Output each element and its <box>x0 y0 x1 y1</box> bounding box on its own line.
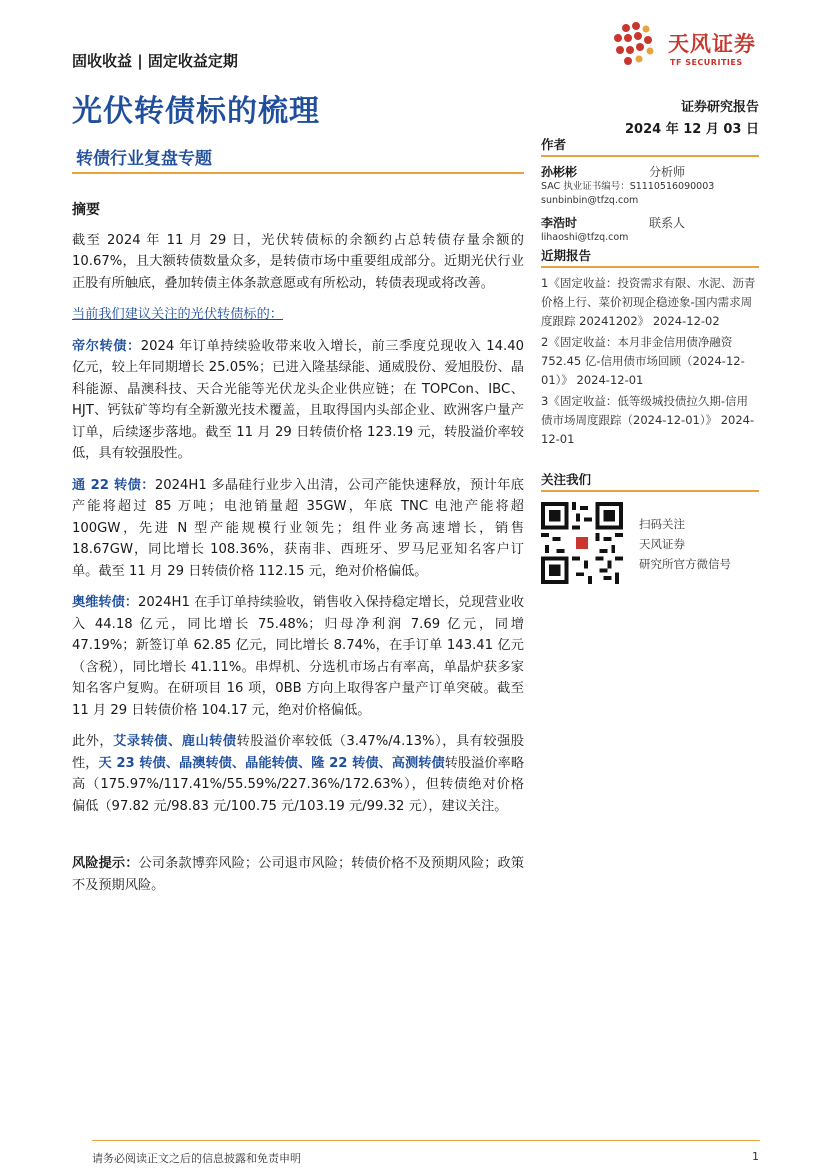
recent-report-item[interactable]: 3《固定收益：低等级城投债拉久期-信用债市场周度跟踪（2024-12-01）》 2024-12-01 <box>541 394 755 446</box>
bond-text: 2024H1 多晶硅行业步入出清，公司产能快速释放，预计年底产能将超过 85 万吨；电池销量超 35GW，年底 TNC 电池产能将超 100GW，先进 N 型产能规模行业领先；组件业务高速增长，销售 18.67GW，同比增长 108.36%，获南非、西班牙、罗马尼亚知名客户订单。截至 11 月 29 日转债价格 112.15 元，绝对价格偏低。 <box>72 477 524 579</box>
authors-panel <box>541 135 759 245</box>
author-cert: SAC 执业证书编号：S1110516090003 <box>541 181 715 192</box>
bond-item-dier <box>72 336 524 465</box>
footer-disclaimer[interactable]: 请务必阅读正文之后的信息披露和免责申明 <box>92 1152 301 1165</box>
title-rule <box>72 172 524 174</box>
report-category: 固收收益 | 固定收益定期 <box>72 52 238 70</box>
bond-text: 2024H1 在手订单持续验收，销售收入保持稳定增长，兑现营业收入 44.18 亿元，同比增长 75.48%；归母净利润 7.69 亿元，同增 47.19%；新签订单 62.85 亿元，同比增长 8.74%，在手订单 143.41 亿元（含税），同比增长 41.11%。串焊机、分选机市场占有率高，单晶炉获多家知名客户复购。在研项目 16 项，0BB 方向上取得客户量产订单突破。截至 11 月 29 日转债价格 104.17 元，绝对价格偏低。 <box>72 595 525 718</box>
follow-body <box>541 502 759 584</box>
author-row <box>541 163 759 180</box>
risk-text: 公司条款博弈风险；公司退市风险；转债价格不及预期风险；政策不及预期风险。 <box>72 856 525 893</box>
bond-name: 帝尔转债： <box>72 338 141 354</box>
author-email[interactable]: lihaoshi@tfzq.com <box>541 232 629 243</box>
follow-line: 研究所官方微信号 <box>639 557 731 571</box>
extra-text: 此外， <box>72 734 114 749</box>
bond-text: 2024 年订单持续验收带来收入增长，前三季度兑现收入 14.40 亿元，较上年同期增长 25.05%；已进入隆基绿能、通威股份、爱旭股份、晶科能源、晶澳科技、天合光能等光伏龙头企业供应链；在 TOPCon、IBC、HJT、钙钛矿等均有全新激光技术覆盖，且取得国内头部企业、欧洲客户量产订单，后续逐步落地。截至 11 月 29 日转债价格 123.19 元，转股溢价率较低，具有较强股性。 <box>72 338 525 461</box>
author-email[interactable]: sunbinbin@tfzq.com <box>541 195 639 206</box>
bond-item-tong22 <box>72 475 524 583</box>
follow-panel <box>541 470 759 584</box>
extra-bonds-high: 天 23 转债、晶澳转债、晶能转债、隆 22 转债、高测转债 <box>98 755 445 771</box>
author-name: 李浩时 <box>541 216 578 230</box>
report-subtitle: 转债行业复盘专题 <box>76 149 212 169</box>
extra-text: 转股溢价率略高（175.97%/117.41%/55.59%/227.36%/172.63%），但转债绝对价格偏低（97.82 元/98.83 元/100.75 元/103.19 元/99.32 元），建议关注。 <box>72 755 525 814</box>
bond-name: 奥维转债： <box>72 595 138 610</box>
follow-line: 天风证券 <box>639 537 685 551</box>
recent-heading: 近期报告 <box>541 246 759 268</box>
follow-line: 扫码关注 <box>639 517 685 531</box>
extra-text: 转股溢价率较低（3.47%/4.13%），具有较强股性， <box>72 734 524 771</box>
report-type: 证券研究报告 <box>680 100 759 115</box>
report-title: 光伏转债标的梳理 <box>72 94 320 129</box>
author-role: 分析师 <box>649 165 686 179</box>
recent-report-item[interactable]: 1《固定收益：投资需求有限、水泥、沥青价格上行、菜价初现企稳迹象-国内需求周度跟踪 20241202》 2024-12-02 <box>541 276 756 328</box>
extra-bonds-low: 艾录转债、鹿山转债 <box>113 734 237 749</box>
recent-list <box>541 274 759 449</box>
recent-reports-panel <box>541 246 759 451</box>
risk-label: 风险提示： <box>72 856 139 871</box>
author-name: 孙彬彬 <box>541 165 578 179</box>
follow-text <box>639 514 731 584</box>
abstract-heading: 摘要 <box>72 202 100 218</box>
recent-report-item[interactable]: 2《固定收益：本月非金信用债净融资 752.45 亿-信用债市场回顾（2024-12-01）》 2024-12-01 <box>541 335 745 387</box>
abstract-intro: 截至 2024 年 11 月 29 日，光伏转债标的余额约占总转债存量余额的 10.67%，且大额转债数量众多，是转债市场中重要组成部分。近期光伏行业正股有所触底，叠加转债主体条款意愿或有所松动，转债表现或将改善。 <box>72 232 524 291</box>
page-number: 1 <box>752 1150 759 1163</box>
extra-paragraph <box>72 731 524 817</box>
author-role: 联系人 <box>649 216 686 230</box>
brand-name-en: TF SECURITIES <box>670 58 743 67</box>
authors-heading: 作者 <box>541 135 759 157</box>
qr-code-icon[interactable] <box>541 502 623 584</box>
risk-warning <box>72 853 524 896</box>
follow-heading: 关注我们 <box>541 470 759 492</box>
footer-rule <box>92 1140 760 1141</box>
bond-name: 通 22 转债： <box>72 477 155 493</box>
author-row <box>541 214 759 231</box>
recommend-link[interactable]: 当前我们建议关注的光伏转债标的： <box>72 307 283 322</box>
bond-item-aowei <box>72 592 524 721</box>
main-content <box>72 200 524 896</box>
brand-name: 天风证券 <box>668 32 756 56</box>
report-date: 2024 年 12 月 03 日 <box>625 122 759 137</box>
